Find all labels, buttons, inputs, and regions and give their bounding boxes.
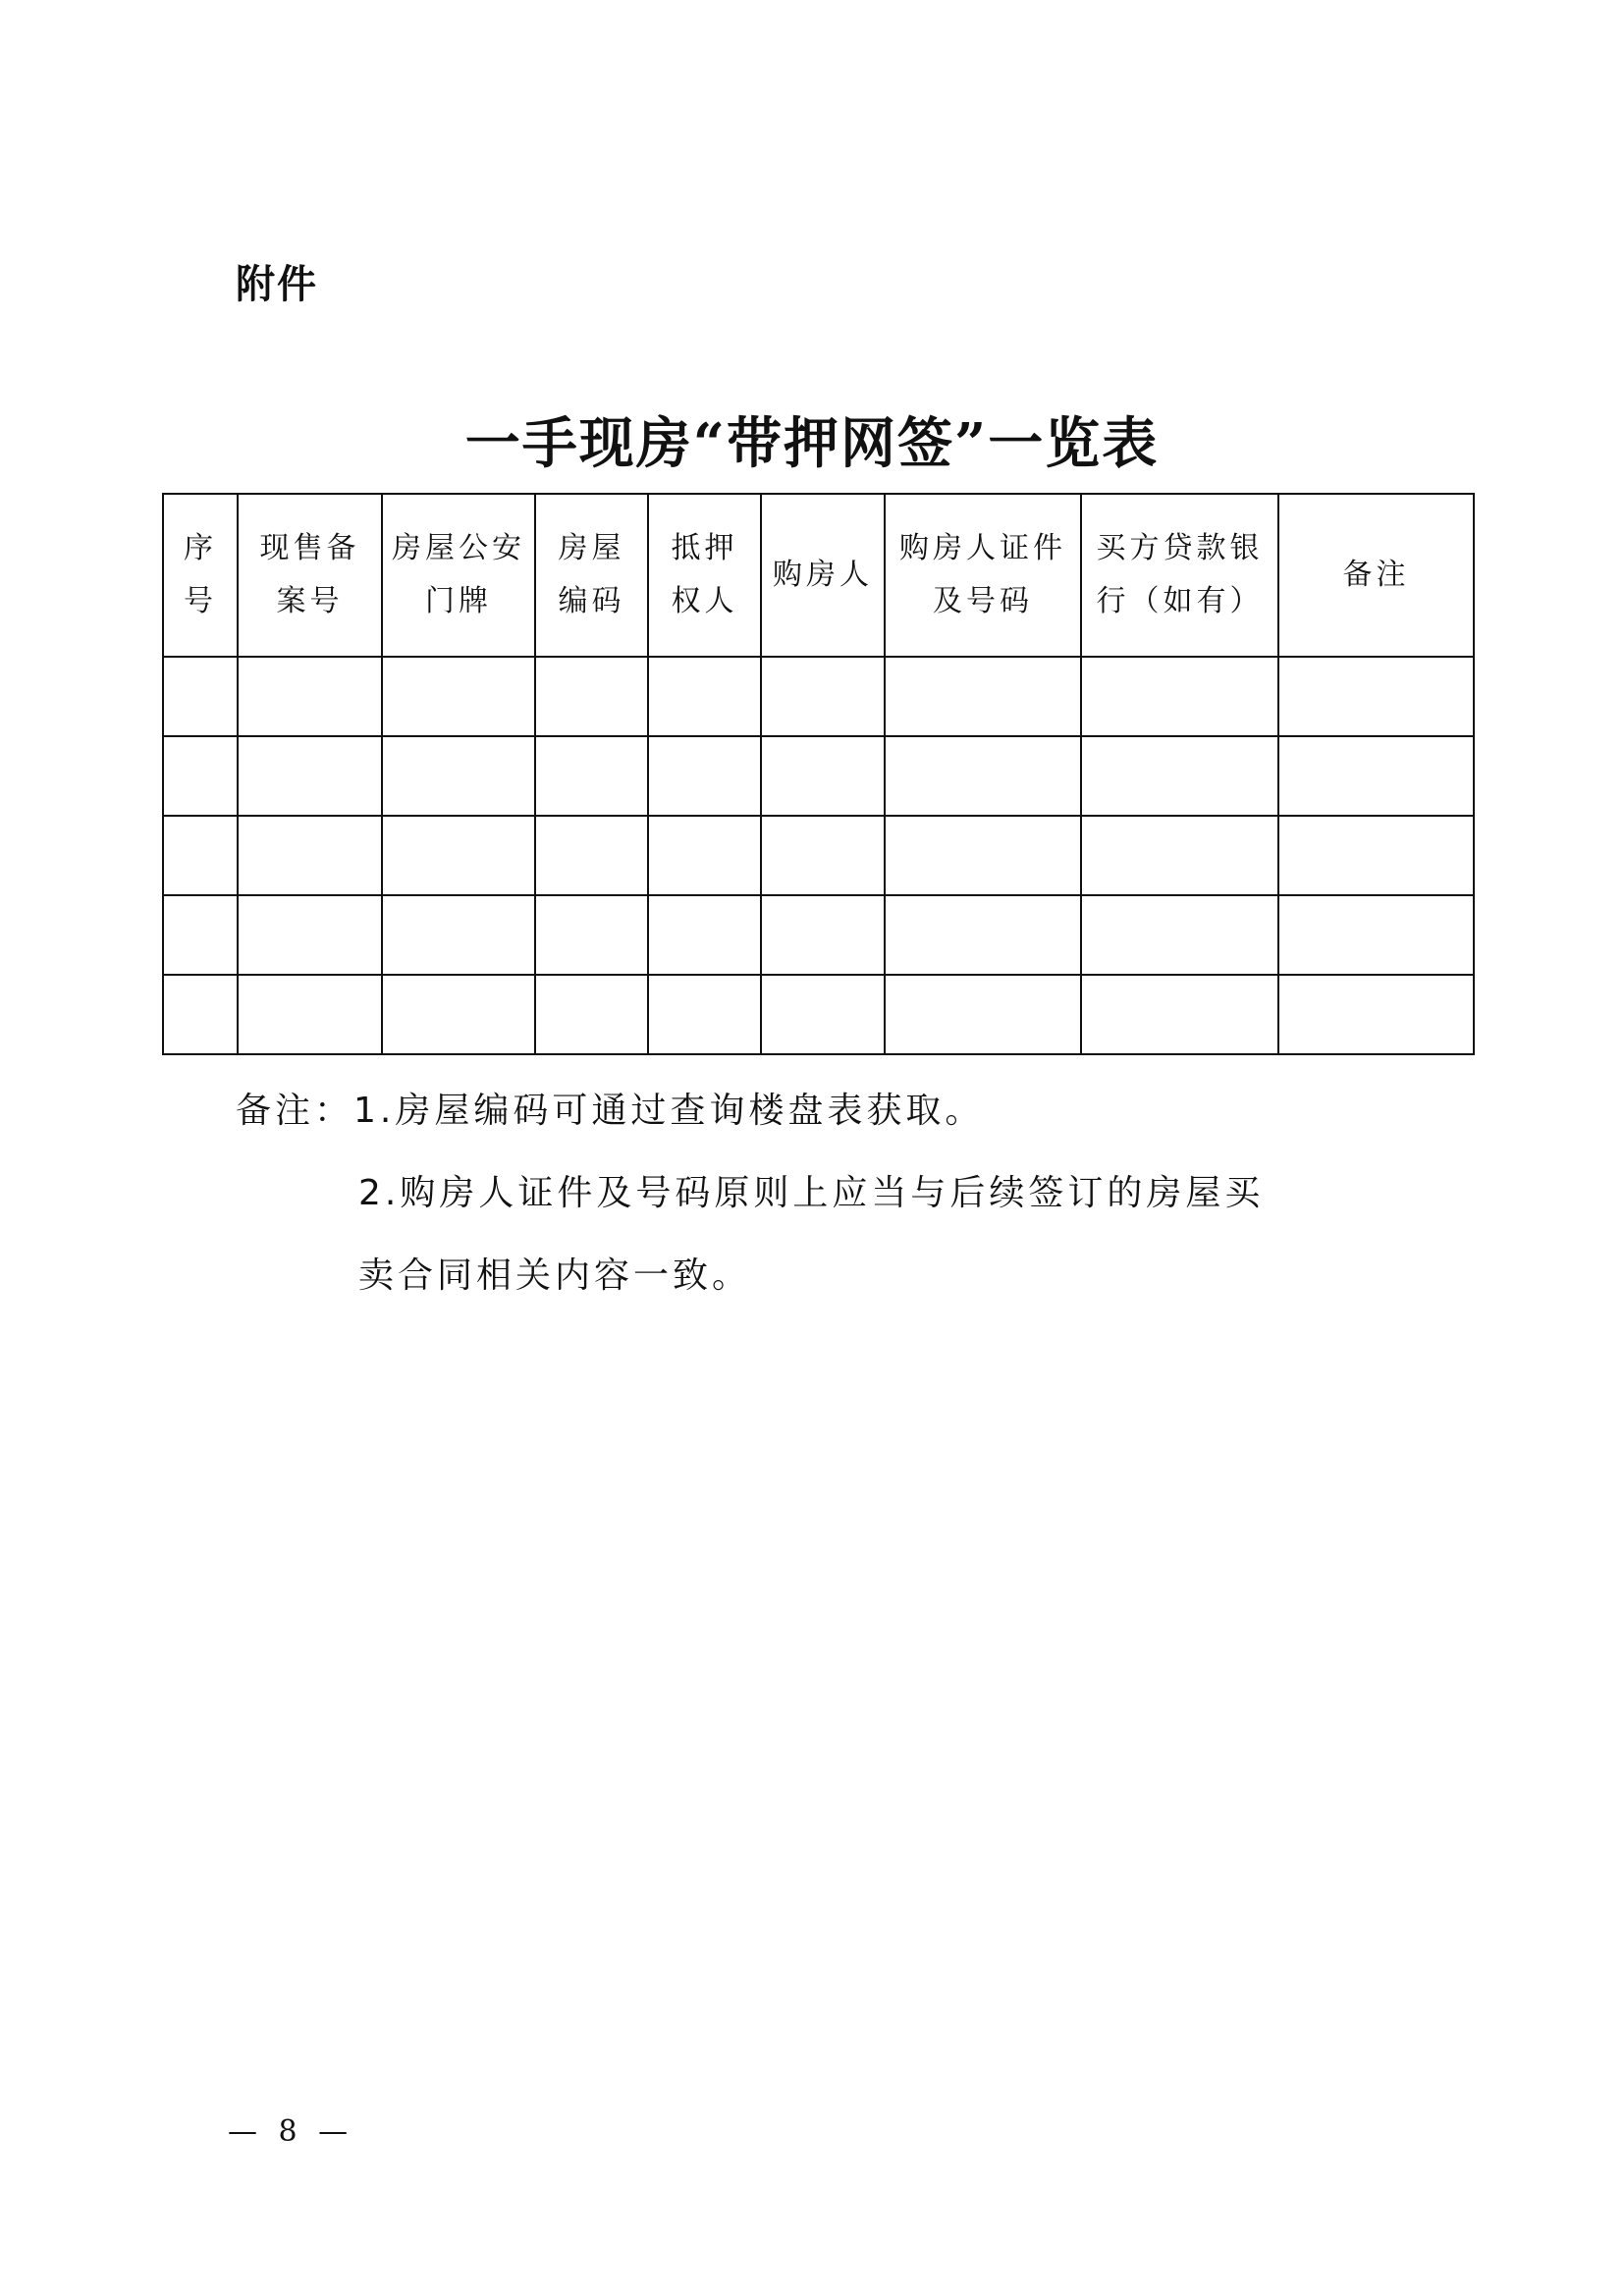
table-cell	[1081, 895, 1278, 975]
table-cell	[1278, 736, 1474, 816]
table-row	[163, 816, 1474, 895]
header-buyer: 购房人	[761, 494, 885, 657]
table-cell	[1278, 657, 1474, 736]
header-mortgagee: 抵押权人	[648, 494, 761, 657]
table-cell	[163, 657, 238, 736]
table-cell	[648, 657, 761, 736]
table-cell	[761, 657, 885, 736]
table-cell	[382, 895, 535, 975]
table-cell	[382, 975, 535, 1054]
note-item-2: 2.购房人证件及号码原则上应当与后续签订的房屋买	[358, 1173, 1265, 1213]
table-cell	[761, 816, 885, 895]
table-header-row	[163, 494, 1474, 657]
header-house-code: 房屋编码	[535, 494, 648, 657]
table-cell	[648, 975, 761, 1054]
table-row	[163, 975, 1474, 1054]
table-cell	[1081, 975, 1278, 1054]
table-cell	[382, 816, 535, 895]
table-cell	[535, 736, 648, 816]
table-cell	[648, 816, 761, 895]
table-cell	[535, 895, 648, 975]
page-title: 一手现房“带押网签”一览表	[464, 411, 1160, 476]
table-cell	[535, 816, 648, 895]
table-cell	[885, 816, 1081, 895]
attachment-label: 附件	[236, 262, 318, 307]
table-cell	[535, 657, 648, 736]
notes-section	[236, 1070, 1264, 1317]
table-cell	[238, 816, 382, 895]
header-sale-filing-number: 现售备案号	[238, 494, 382, 657]
header-remarks: 备注	[1278, 494, 1474, 657]
table-cell	[885, 657, 1081, 736]
header-buyer-id: 购房人证件及号码	[885, 494, 1081, 657]
table-cell	[761, 736, 885, 816]
notes-label: 备注：	[236, 1091, 354, 1131]
table-cell	[238, 895, 382, 975]
housing-listing-table	[162, 493, 1475, 1055]
header-buyer-loan-bank: 买方贷款银行（如有）	[1081, 494, 1278, 657]
table-cell	[163, 975, 238, 1054]
table-cell	[238, 657, 382, 736]
note-text: 1.房屋编码可通过查询楼盘表获取。	[353, 1091, 985, 1131]
page-number: — 8 —	[228, 2114, 354, 2149]
table-cell	[163, 736, 238, 816]
table-row	[163, 736, 1474, 816]
table-cell	[382, 736, 535, 816]
header-serial-number: 序号	[163, 494, 238, 657]
table-cell	[1278, 975, 1474, 1054]
table-cell	[1081, 657, 1278, 736]
table-row	[163, 657, 1474, 736]
table-cell	[382, 657, 535, 736]
table-cell	[761, 975, 885, 1054]
table-cell	[535, 975, 648, 1054]
table-cell	[238, 736, 382, 816]
table-cell	[1278, 895, 1474, 975]
table-cell	[238, 975, 382, 1054]
header-house-address-plate: 房屋公安门牌	[382, 494, 535, 657]
table-cell	[885, 736, 1081, 816]
note-item-1	[236, 1070, 1264, 1152]
table-cell	[1081, 736, 1278, 816]
table-cell	[885, 895, 1081, 975]
table-cell	[1278, 816, 1474, 895]
table-cell	[648, 736, 761, 816]
table-cell	[648, 895, 761, 975]
note-item-2-continued: 卖合同相关内容一致。	[358, 1255, 752, 1296]
table-cell	[885, 975, 1081, 1054]
table-cell	[163, 816, 238, 895]
table-cell	[163, 895, 238, 975]
table-row	[163, 895, 1474, 975]
table-cell	[1081, 816, 1278, 895]
table-cell	[761, 895, 885, 975]
